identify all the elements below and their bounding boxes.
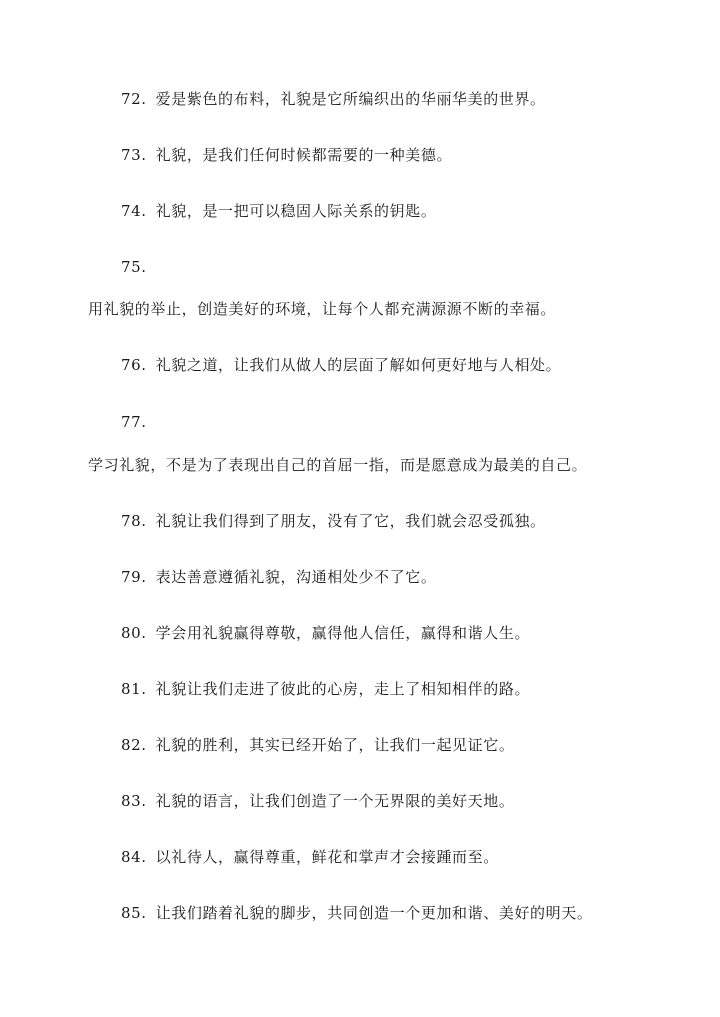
item-number: 82. [121, 736, 147, 754]
list-item [121, 903, 592, 923]
list-item [121, 89, 546, 109]
item-number: 83. [121, 792, 147, 810]
item-text: 礼貌的胜利，其实已经开始了，让我们一起见证它。 [155, 736, 515, 754]
list-item [121, 735, 514, 755]
item-number: 84. [121, 848, 147, 866]
item-number: 76. [121, 356, 147, 374]
list-item [121, 355, 561, 375]
item-number: 79. [121, 568, 147, 586]
item-text: 学习礼貌，不是为了表现出自己的首屈一指，而是愿意成为最美的自己。 [88, 456, 588, 474]
item-text: 礼貌之道，让我们从做人的层面了解如何更好地与人相处。 [155, 356, 562, 374]
item-text: 礼貌的语言，让我们创造了一个无界限的美好天地。 [155, 792, 515, 810]
item-text: 礼貌让我们得到了朋友，没有了它，我们就会忍受孤独。 [155, 512, 546, 530]
item-number: 73. [121, 146, 147, 164]
item-text: 让我们踏着礼貌的脚步，共同创造一个更加和谐、美好的明天。 [155, 904, 593, 922]
item-number: 75. [121, 258, 147, 276]
item-text: 礼貌，是一把可以稳固人际关系的钥匙。 [155, 202, 437, 220]
item-number: 78. [121, 512, 147, 530]
item-text: 礼貌，是我们任何时候都需要的一种美德。 [155, 146, 453, 164]
list-item [121, 511, 546, 531]
item-number: 72. [121, 90, 147, 108]
item-number: 77. [121, 413, 147, 431]
item-text: 礼貌让我们走进了彼此的心房，走上了相知相伴的路。 [155, 680, 531, 698]
list-item [121, 791, 514, 811]
item-number: 74. [121, 202, 147, 220]
list-item [121, 201, 436, 221]
list-item [121, 623, 530, 643]
item-text: 表达善意遵循礼貌，沟通相处少不了它。 [155, 568, 437, 586]
item-number: 81. [121, 680, 147, 698]
item-number: 80. [121, 624, 147, 642]
list-item [121, 145, 452, 165]
list-item [121, 847, 499, 867]
item-text: 学会用礼貌赢得尊敬，赢得他人信任，赢得和谐人生。 [155, 624, 531, 642]
item-text: 用礼貌的举止，创造美好的环境，让每个人都充满源源不断的幸福。 [88, 300, 557, 318]
list-item [121, 679, 530, 699]
list-item [121, 567, 436, 587]
item-text: 爱是紫色的布料，礼貌是它所编织出的华丽华美的世界。 [155, 90, 546, 108]
item-number: 85. [121, 904, 147, 922]
item-text: 以礼待人，赢得尊重，鲜花和掌声才会接踵而至。 [155, 848, 499, 866]
